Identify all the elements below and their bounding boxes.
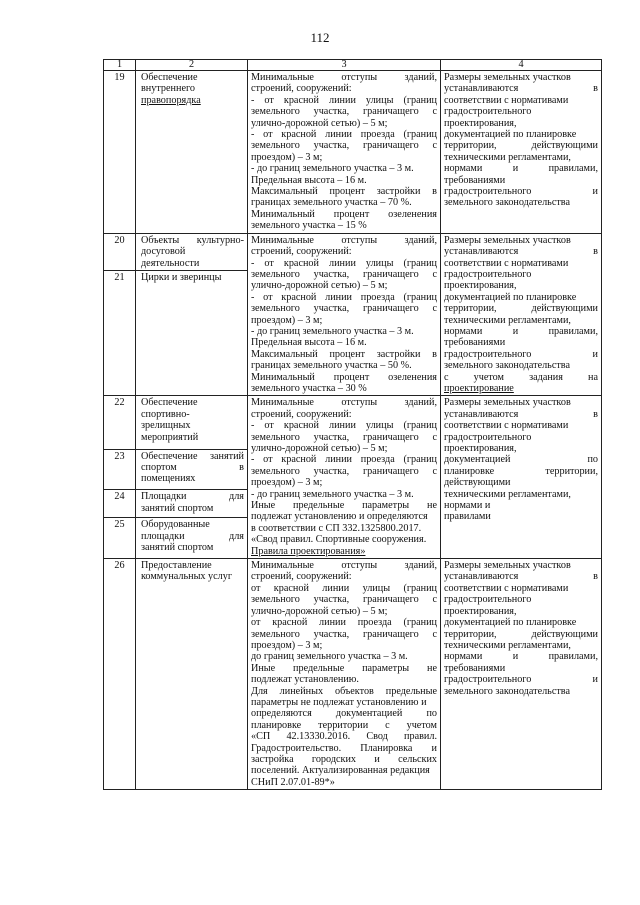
header-col-4: 4 — [441, 60, 602, 71]
use-type-name: Цирки и зверинцы — [136, 270, 248, 395]
row-number: 25 — [104, 518, 136, 559]
use-type-name: Объекты культурно- досуговой деятельности — [136, 233, 248, 270]
building-parameters: Минимальные отступы зданий, строений, сооружений: - от красной линии улицы (границ земельного участка, граничащего с улично-дорожной сетью) – 5 м; - от красной линии проезда (границ земельного участка, граничащего с проездом) – 3 м; - до границ земельного участка – 3 м. Предельная высота – 16 м. Максимальный процент застройки в границах земельного участка – 50 %. Минимальный процент озеленения земельного участка – 30 % — [248, 233, 441, 396]
row-number: 23 — [104, 449, 136, 490]
use-type-name: Обеспечение занятий спортом в помещениях — [136, 449, 248, 490]
row-number: 26 — [104, 559, 136, 790]
table-row — [104, 71, 602, 234]
table-row — [104, 233, 602, 270]
header-col-2: 2 — [136, 60, 248, 71]
header-col-3: 3 — [248, 60, 441, 71]
use-type-name: Обеспечение спортивно- зрелищных мероприятий — [136, 396, 248, 449]
header-col-1: 1 — [104, 60, 136, 71]
use-type-name: Площадки для занятий спортом — [136, 490, 248, 518]
table-row — [104, 396, 602, 449]
plot-size-requirements: Размеры земельных участков устанавливаются в соответствии с нормативами градостроительного проектирования, документацией по планировке территории, действующими техническими регламентами, нормами и правилами, требованиями градостроительного и земельного законодательства с учетом задания на проектирование — [441, 233, 602, 396]
regulations-table — [103, 59, 602, 790]
building-parameters: Минимальные отступы зданий, строений, сооружений: - от красной линии улицы (границ земельного участка, граничащего с улично-дорожной сетью) – 5 м; - от красной линии проезда (границ земельного участка, граничащего с проездом) – 3 м; - до границ земельного участка – 3 м. Предельная высота – 16 м. Максимальный процент застройки в границах земельного участка – 70 %. Минимальный процент озеленения земельного участка – 15 % — [248, 71, 441, 234]
table-row — [104, 559, 602, 790]
page-number: 112 — [310, 30, 330, 45]
row-number: 22 — [104, 396, 136, 449]
building-parameters: Минимальные отступы зданий, строений, сооружений: - от красной линии улицы (границ земельного участка, граничащего с улично-дорожной сетью) – 5 м; - от красной линии проезда (границ земельного участка, граничащего с проездом) – 3 м; - до границ земельного участка – 3 м. Иные предельные параметры не подлежат установлению и определяются в соответствии с СП 332.1325800.2017. «Свод правил. Спортивные сооружения. Правила проектирования» — [248, 396, 441, 559]
use-type-name: Обеспечение внутреннего правопорядка — [136, 71, 248, 234]
row-number: 19 — [104, 71, 136, 234]
plot-size-requirements: Размеры земельных участков устанавливаются в соответствии с нормативами градостроительного проектирования, документацией по планировке территории, действующими техническими регламентами, нормами и правилами, требованиями градостроительного и земельного законодательства — [441, 559, 602, 790]
plot-size-requirements: Размеры земельных участков устанавливаются в соответствии с нормативами градостроительного проектирования, документацией по планировке территории, действующими техническими регламентами, нормами и правилами, требованиями градостроительного и земельного законодательства — [441, 71, 602, 234]
row-number: 21 — [104, 270, 136, 395]
row-number: 20 — [104, 233, 136, 270]
table-header-row — [104, 60, 602, 71]
building-parameters: Минимальные отступы зданий, строений, сооружений: от красной линии улицы (границ земельного участка, граничащего с улично-дорожной сетью) – 5 м; от красной линии проезда (границ земельного участка, граничащего с проездом) – 3 м; до границ земельного участка – 3 м. Иные предельные параметры не подлежат установлению. Для линейных объектов предельные параметры не подлежат установлению и определяются документацией по планировке территории с учетом «СП 42.13330.2016. Свод правил. Градостроительство. Планировка и застройка городских и сельских поселений. Актуализированная редакция СНиП 2.07.01-89*» — [248, 559, 441, 790]
use-type-name: Оборудованные площадки для занятий спортом — [136, 518, 248, 559]
plot-size-requirements: Размеры земельных участков устанавливаются в соответствии с нормативами градостроительного проектирования, документацией по планировке территории, действующими техническими регламентами, нормами и правилами — [441, 396, 602, 559]
row-number: 24 — [104, 490, 136, 518]
use-type-name: Предоставление коммунальных услуг — [136, 559, 248, 790]
